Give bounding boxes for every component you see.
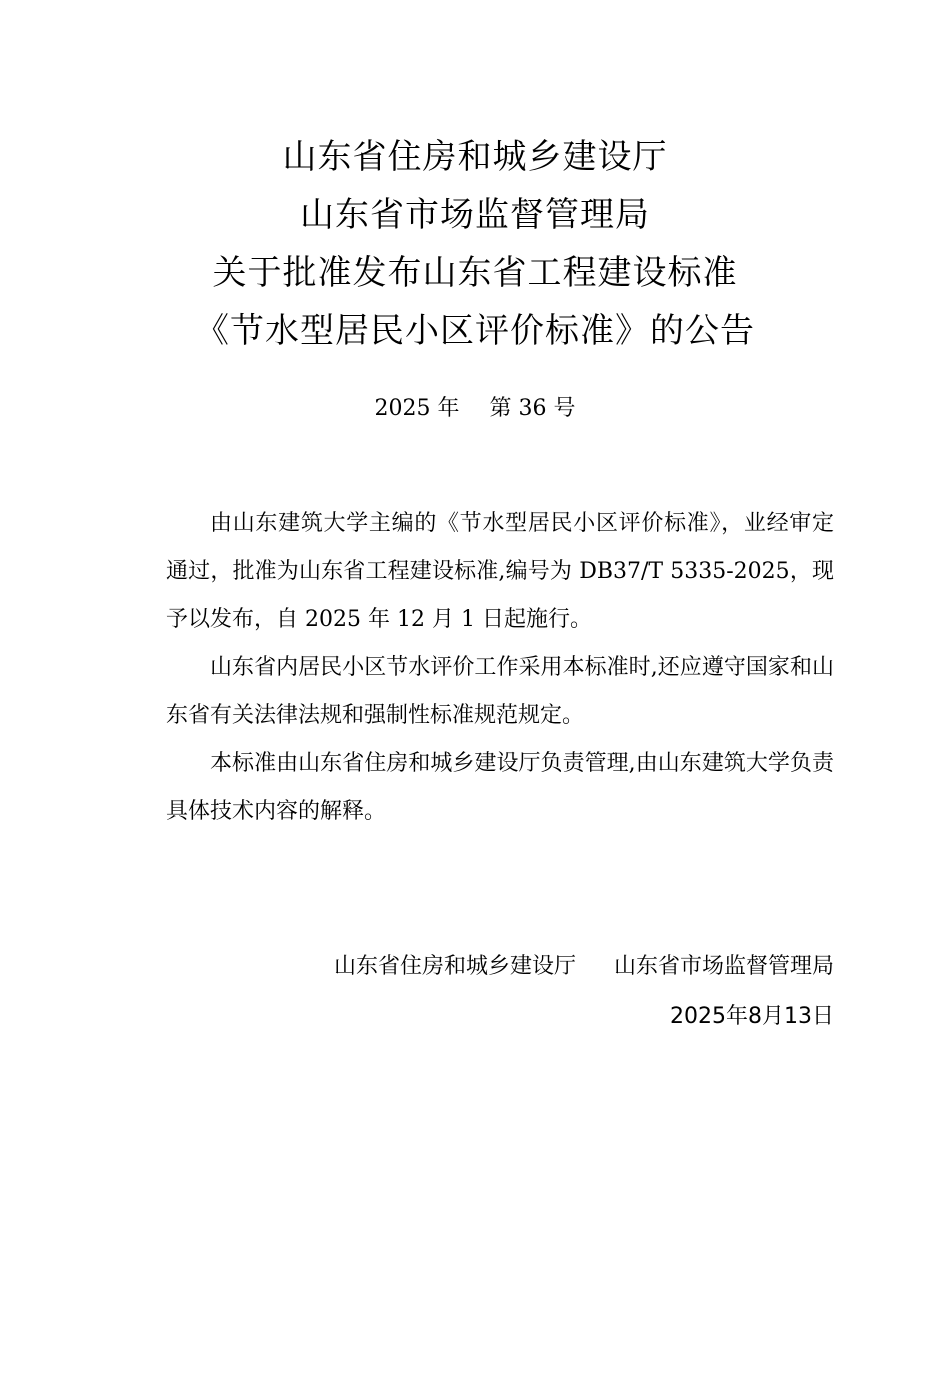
title-line-4: 《节水型居民小区评价标准》的公告 — [195, 311, 755, 351]
announcement-body — [166, 500, 834, 836]
title-line-3: 关于批准发布山东省工程建设标准 — [212, 253, 738, 293]
signature-block — [334, 942, 834, 1042]
body-paragraph-1: 由山东建筑大学主编的《节水型居民小区评价标准》，业经审定通过，批准为山东省工程建设标准,编号为 DB37/T 5335-2025，现予以发布，自 2025 年 12 月 1 日起施行。 — [166, 511, 834, 632]
title-line-2: 山东省市场监督管理局 — [300, 195, 650, 235]
body-paragraph-2: 山东省内居民小区节水评价工作采用本标准时,还应遵守国家和山东省有关法律法规和强制性标准规范规定。 — [166, 655, 834, 728]
document-issue-number: 第 36 号 — [489, 396, 576, 421]
issuer-housing-department: 山东省住房和城乡建设厅 — [333, 954, 576, 979]
issue-date: 2025年8月13日 — [670, 1004, 834, 1029]
issuers-line — [334, 942, 834, 992]
body-paragraph-3: 本标准由山东省住房和城乡建设厅负责管理,由山东建筑大学负责具体技术内容的解释。 — [166, 751, 834, 824]
document-year: 2025 年 — [374, 396, 460, 421]
issuer-market-regulation-bureau: 山东省市场监督管理局 — [613, 954, 834, 979]
title-line-1: 山东省住房和城乡建设厅 — [282, 137, 668, 177]
document-number — [0, 392, 950, 426]
announcement-title — [0, 128, 950, 360]
